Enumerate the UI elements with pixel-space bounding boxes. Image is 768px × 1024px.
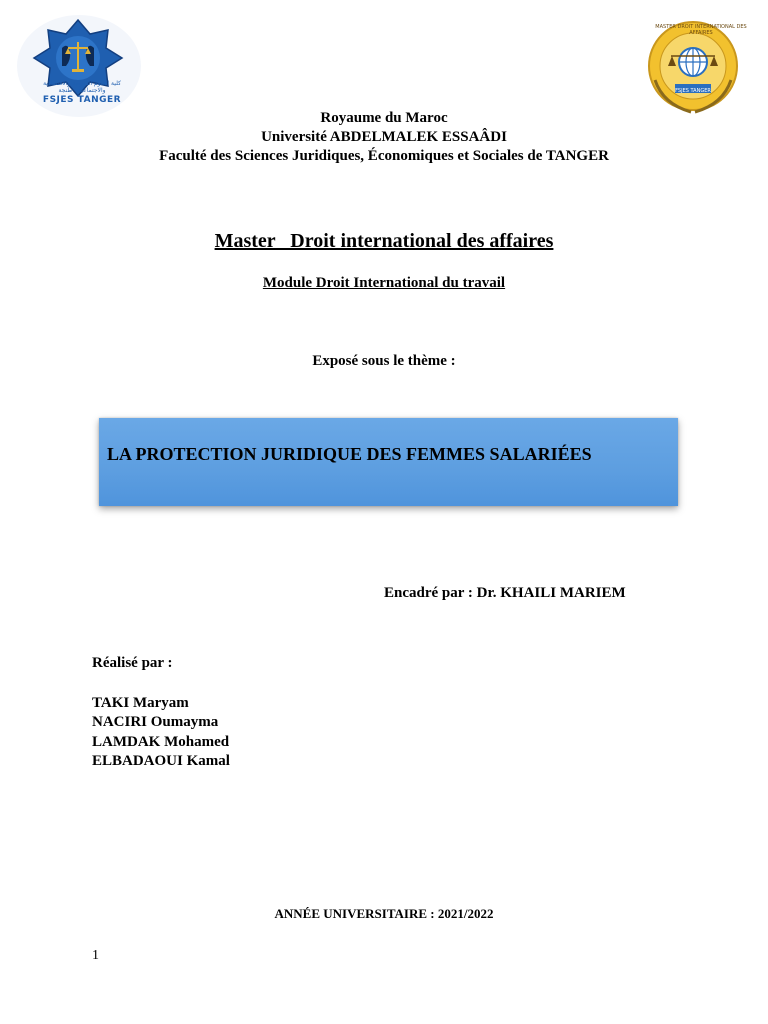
master-title: Master Droit international des affaires: [214, 230, 554, 252]
author-name: ELBADAOUI Kamal: [92, 753, 230, 769]
supervisor: Encadré par : Dr. KHAILI MARIEM: [384, 585, 626, 601]
academic-year: ANNÉE UNIVERSITAIRE : 2021/2022: [274, 906, 494, 921]
author-name: TAKI Maryam: [92, 695, 189, 711]
header-university: Université ABDELMALEK ESSAÂDI: [261, 129, 507, 145]
logo-left-caption: FSJES TANGER: [42, 95, 122, 105]
author-name: LAMDAK Mohamed: [92, 734, 230, 750]
module-title: Module Droit International du travail: [262, 275, 506, 291]
author-name: NACIRI Oumayma: [92, 714, 219, 730]
page-number: 1: [92, 948, 99, 963]
logo-left-arabic: كلية العلوم القانونية والاقتصادية والاجتماعية - طنجة: [43, 80, 121, 94]
authors-label: Réalisé par :: [92, 655, 173, 671]
logo-right-caption: MASTER DROIT INTERNATIONAL DES AFFAIRES: [655, 24, 747, 36]
theme-title: LA PROTECTION JURIDIQUE DES FEMMES SALARIÉES: [107, 444, 592, 464]
theme-intro: Exposé sous le thème :: [312, 353, 456, 369]
header-faculty: Faculté des Sciences Juridiques, Économiques et Sociales de TANGER: [159, 148, 609, 164]
header-country: Royaume du Maroc: [320, 110, 448, 126]
logo-right-sub: FSJES TANGER: [675, 88, 711, 94]
